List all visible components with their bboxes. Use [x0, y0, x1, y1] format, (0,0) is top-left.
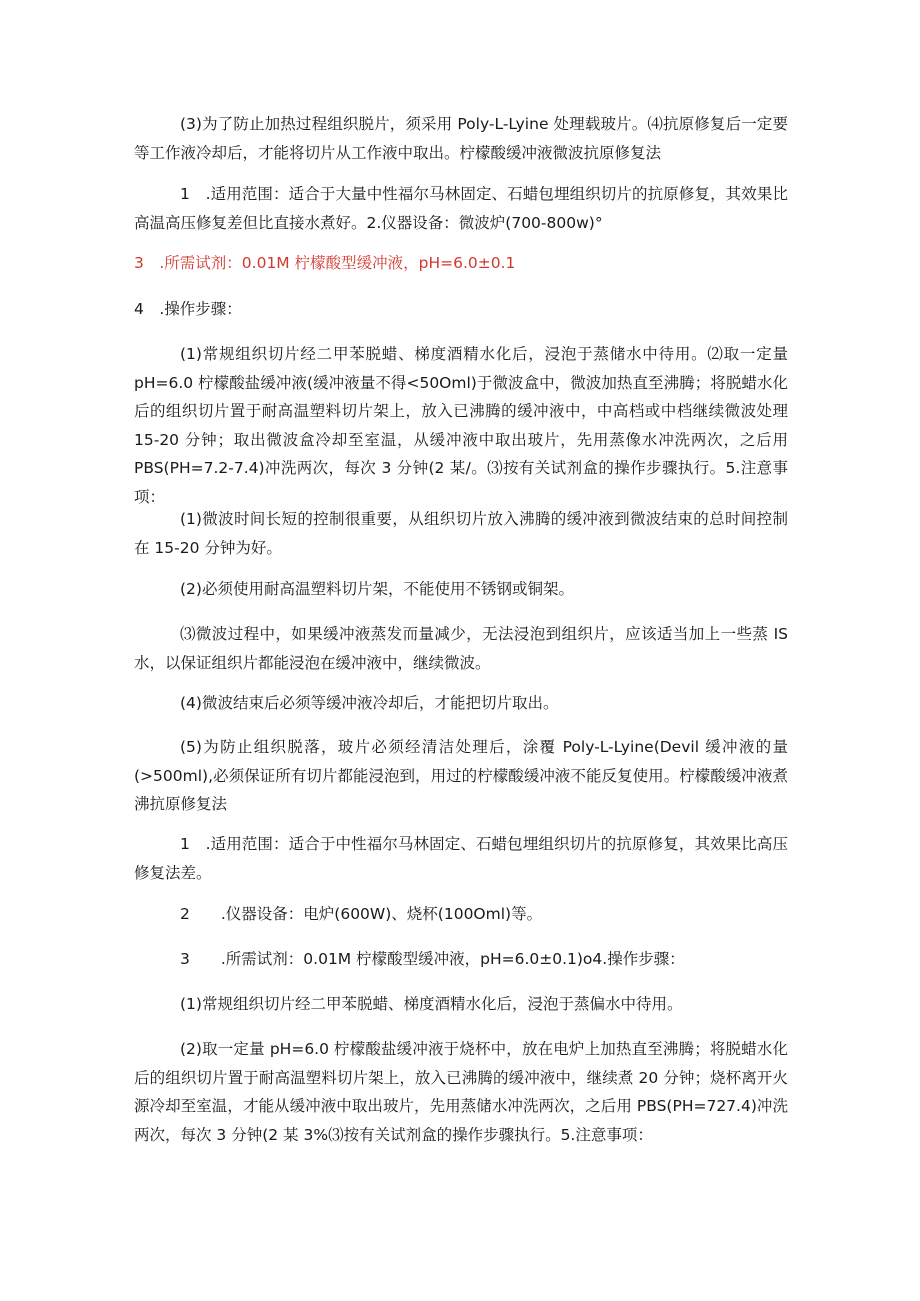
paragraph-boiling-step-2: (2)取一定量 pH=6.0 柠檬酸盐缓冲液于烧杯中，放在电炉上加热直至沸腾；将脱蜡水化后的组织切片置于耐高温塑料切片架上，放入已沸腾的缓冲液中，继续煮 20 分钟；烧杯离开火源冷却至室温，才能从缓冲液中取出玻片，先用蒸储水冲洗两次，之后用 PBS(PH=727.4)冲洗两次，每次 3 分钟(2 某 3%⑶按有关试剂盒的操作步骤执行。5.注意事项：: [134, 1040, 788, 1144]
paragraph-boiling-step-1: (1)常规组织切片经二甲苯脱蜡、梯度酒精水化后，浸泡于蒸偏水中待用。: [180, 995, 683, 1013]
paragraph-antigen-retrieval-notes: (3)为了防止加热过程组织脱片，须采用 Poly-L-Lyine 处理载玻片。⑷抗原修复后一定要等工作液冷却后，才能将切片从工作液中取出。柠檬酸缓冲液微波抗原修复法: [134, 115, 788, 162]
paragraph-boiling-reagents: 3 .所需试剂：0.01M 柠檬酸型缓冲液，pH=6.0±0.1)o4.操作步骤：: [180, 950, 685, 968]
paragraph-note-cooling: (4)微波结束后必须等缓冲液冷却后，才能把切片取出。: [180, 694, 559, 712]
paragraph-microwave-scope: 1 .适用范围：适合于大量中性福尔马林固定、石蜡包埋组织切片的抗原修复，其效果比高温高压修复差但比直接水煮好。2.仪器设备：微波炉(700-800w)°: [134, 185, 788, 232]
paragraph-boiling-scope: 1 .适用范围：适合于中性福尔马林固定、石蜡包埋组织切片的抗原修复，其效果比高压修复法差。: [134, 835, 788, 882]
paragraph-note-slide-coating: (5)为防止组织脱落，玻片必须经清洁处理后，涂覆 Poly-L-Lyine(Devil 缓冲液的量(>500ml),必须保证所有切片都能浸泡到，用过的柠檬酸缓冲液不能反复使用。柠檬酸缓冲液煮沸抗原修复法: [134, 738, 788, 813]
paragraph-note-evaporation: ⑶微波过程中，如果缓冲液蒸发而量减少，无法浸泡到组织片，应该适当加上一些蒸 IS 水，以保证组织片都能浸泡在缓冲液中，继续微波。: [134, 625, 788, 672]
paragraph-microwave-procedure: (1)常规组织切片经二甲苯脱蜡、梯度酒精水化后，浸泡于蒸储水中待用。⑵取一定量 pH=6.0 柠檬酸盐缓冲液(缓冲液量不得<50Oml)于微波盒中，微波加热直至沸腾；将脱蜡水化后的组织切片置于耐高温塑料切片架上，放入已沸腾的缓冲液中，中高档或中档继续微波处理 15-20 分钟；取出微波盒冷却至室温，从缓冲液中取出玻片，先用蒸像水冲洗两次，之后用 PBS(PH=7.2-7.4)冲洗两次，每次 3 分钟(2 某/。⑶按有关试剂盒的操作步骤执行。5.注意事项：: [134, 345, 788, 506]
paragraph-boiling-equipment: 2 .仪器设备：电炉(600W)、烧杯(100Oml)等。: [180, 905, 543, 923]
paragraph-note-rack: (2)必须使用耐高温塑料切片架，不能使用不锈钢或铜架。: [180, 580, 574, 598]
paragraph-note-timing: (1)微波时间长短的控制很重要，从组织切片放入沸腾的缓冲液到微波结束的总时间控制在 15-20 分钟为好。: [134, 510, 788, 557]
paragraph-required-reagents: 3 .所需试剂：0.01M 柠檬酸型缓冲液，pH=6.0±0.1: [134, 254, 516, 272]
paragraph-procedure-heading: 4 .操作步骤：: [134, 300, 242, 318]
